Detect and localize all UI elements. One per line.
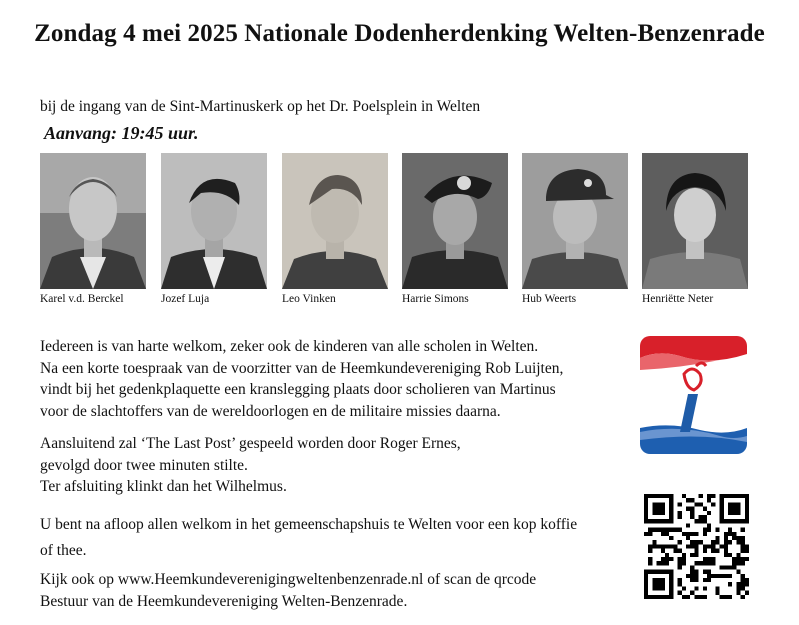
paragraph-line: vindt bij het gedenkplaquette een kranslegging plaats door scholieren van Martinus bbox=[40, 381, 556, 398]
remembrance-torch-logo bbox=[640, 336, 747, 454]
portrait-photo bbox=[40, 153, 146, 289]
portrait-caption: Karel v.d. Berckel bbox=[40, 293, 124, 305]
portrait-caption: Jozef Luja bbox=[161, 293, 210, 305]
paragraph-line: gevolgd door twee minuten stilte. bbox=[40, 456, 248, 474]
portrait-caption: Henriëtte Neter bbox=[642, 293, 714, 305]
paragraph-line: Bestuur van de Heemkundevereniging Welten-Benzenrade. bbox=[40, 592, 408, 610]
portrait-card bbox=[642, 153, 752, 305]
portrait-photo bbox=[642, 153, 748, 289]
portrait-card bbox=[522, 153, 632, 305]
portrait-caption: Harrie Simons bbox=[402, 293, 469, 305]
paragraph-line: Aansluitend zal ‘The Last Post’ gespeeld worden door Roger Ernes, bbox=[40, 435, 461, 452]
paragraph-line: U bent na afloop allen welkom in het gemeenschapshuis te Welten voor een kop koffie bbox=[40, 516, 578, 533]
portrait-card bbox=[402, 153, 512, 305]
website-paragraph bbox=[40, 569, 536, 612]
portrait-card bbox=[282, 153, 392, 305]
paragraph-line: Iedereen is van harte welkom, zeker ook de kinderen van alle scholen in Welten. bbox=[40, 338, 539, 355]
paragraph-line: Kijk ook op www.Heemkundeverenigingweltenbenzenrade.nl of scan de qrcode bbox=[40, 571, 537, 588]
paragraph-line: Na een korte toespraak van de voorzitter van de Heemkundevereniging Rob Luijten, bbox=[40, 359, 564, 377]
start-time: Aanvang: 19:45 uur. bbox=[44, 123, 199, 143]
portrait-card bbox=[161, 153, 271, 305]
paragraph-line: of thee. bbox=[40, 542, 87, 559]
portrait-caption: Leo Vinken bbox=[282, 293, 336, 305]
coffee-paragraph bbox=[40, 512, 577, 564]
location-text: bij de ingang van de Sint-Martinuskerk op het Dr. Poelsplein in Welten bbox=[40, 98, 481, 115]
portrait-photo bbox=[522, 153, 628, 289]
portrait-photo bbox=[402, 153, 508, 289]
ceremony-paragraph bbox=[40, 433, 461, 498]
welcome-paragraph bbox=[40, 336, 563, 422]
paragraph-line: Ter afsluiting klinkt dan het Wilhelmus. bbox=[40, 478, 287, 495]
portrait-caption: Hub Weerts bbox=[522, 293, 577, 305]
paragraph-line: voor de slachtoffers van de wereldoorlogen en de militaire missies daarna. bbox=[40, 402, 501, 420]
page-title: Zondag 4 mei 2025 Nationale Dodenherdenking Welten-Benzenrade bbox=[34, 20, 765, 47]
qr-code[interactable] bbox=[644, 494, 749, 599]
portrait-photo bbox=[161, 153, 267, 289]
portrait-photo bbox=[282, 153, 388, 289]
portrait-card bbox=[40, 153, 150, 305]
